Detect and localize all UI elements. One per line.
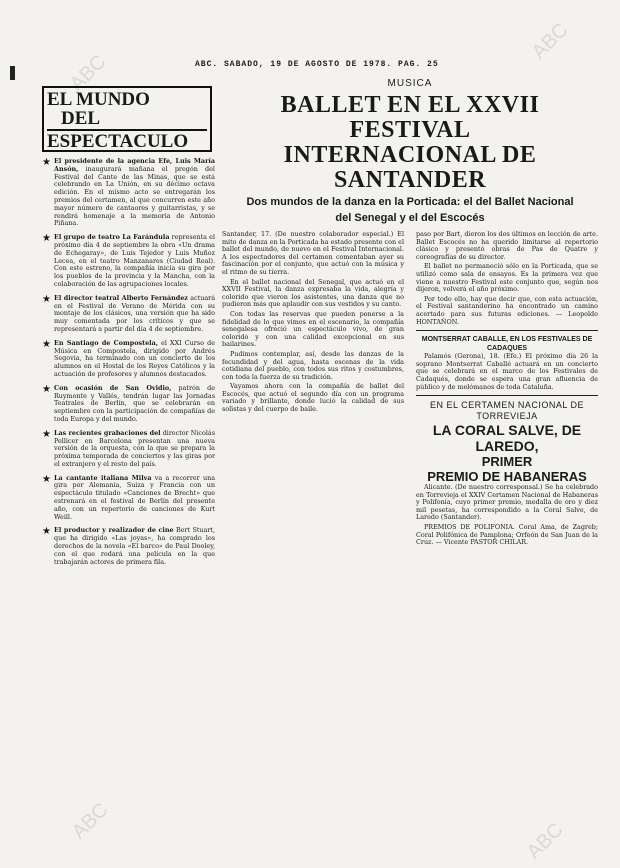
item-text: patrón de Ruymonte y Vallés, tendrán lugar las Jornadas Teatrales de Berlín, que se celebrarán en septiembre con la participación de compañías de toda Europa y del mundo. bbox=[54, 383, 215, 423]
watermark: ABC bbox=[527, 18, 573, 64]
star-icon: ★ bbox=[42, 428, 51, 440]
subheading: MONTSERRAT CABALLE, EN LOS FESTIVALES DE CADAQUES bbox=[421, 336, 593, 353]
item-lead: Las recientes grabaciones del bbox=[54, 428, 161, 437]
logo-line: DEL bbox=[61, 108, 101, 129]
watermark: ABC bbox=[67, 798, 113, 844]
margin-mark bbox=[10, 66, 15, 80]
article-subtitle-line: del Senegal y el del Escocés bbox=[335, 212, 485, 224]
news-item bbox=[42, 430, 215, 469]
star-icon: ★ bbox=[42, 157, 51, 168]
watermark: ABC bbox=[522, 818, 568, 864]
paragraph: Por todo ello, hay que decir que, con esta actuación, el Festival santanderino ha encontrado un camino acertado para sus futuras ediciones. — Leopoldo HONTAÑON. bbox=[416, 294, 598, 326]
star-icon: ★ bbox=[42, 338, 51, 350]
item-lead: Con ocasión de San Ovidio, bbox=[54, 383, 172, 392]
star-icon: ★ bbox=[42, 383, 51, 395]
item-lead: El productor y realizador de cine bbox=[54, 526, 174, 535]
star-icon: ★ bbox=[42, 526, 51, 538]
article-title-line: BALLET EN EL XXVII FESTIVAL bbox=[280, 92, 540, 143]
article-subtitle-line: Dos mundos de la danza en la Porticada: el del Ballet Nacional bbox=[246, 196, 574, 208]
item-text: el XXI Curso de Música en Compostela, dirigido por Andrés Segovia, ha terminado con un concierto de los alumnos en el Hostal de los Reyes Católicos y la actuación de profesores y alumnos destacados. bbox=[54, 338, 215, 378]
article-column-1 bbox=[222, 231, 404, 416]
logo-line: ESPECTACULO bbox=[47, 131, 189, 152]
article-column-2 bbox=[416, 231, 598, 549]
news-item bbox=[42, 234, 215, 289]
coral-title: LA CORAL SALVE, DE LAREDO, bbox=[432, 422, 582, 455]
news-item bbox=[42, 340, 215, 379]
item-text: va a recorrer una gira por Alemania, Suiza y Francia con un espectáculo titulado «Canciones de Brecht» que estrenará en el festival de Berlín del presente año, con un repertorio de canciones de Kurt Weill. bbox=[54, 473, 215, 521]
logo-line: EL MUNDO bbox=[47, 89, 150, 110]
item-lead: El presidente de la agencia Efe, Luis María Ansón, bbox=[54, 157, 215, 173]
coral-subtitle: PREMIO DE HABANERAS bbox=[427, 469, 587, 485]
paragraph: Pudimos contemplar, así, desde las danzas de la fecundidad y del agua, hasta escenas de la vida cotidiana del pueblo, con todos sus ritos y costumbres, con toda la fuerza de su tradición. bbox=[222, 349, 404, 381]
paragraph: Alicante. (De nuestro corresponsal.) Se ha celebrado en Torrevieja el XXIV Certamen Nacional de Habaneras y Polifonía, cuyo primer premio, medalla de oro y diez mil pesetas, ha correspondido a la Coral Salve, de Laredo (Santander). bbox=[416, 483, 598, 522]
item-text: representa el próximo día 4 de septiembre la obra «Un drama de Echegaray», de Luis Tejedor y Luis Muñoz Lecea, en el teatro Manzanares (Ciudad Real). Con este estreno, la compañía inicia su gira por los pueblos de la provincia y la Mancha, con la colaboración de las agrupaciones locales. bbox=[54, 233, 215, 288]
left-column bbox=[42, 86, 215, 566]
news-item bbox=[42, 295, 215, 334]
paragraph: El ballet no permaneció sólo en la Porticada, que se utilizó como sala de ensayos. Es la primera vez que viene a nuestro Festival este conjunto que, según nos dijeron, volverá el año próximo. bbox=[416, 262, 598, 294]
section-label: MUSICA bbox=[387, 78, 433, 89]
news-item bbox=[42, 527, 215, 566]
watermark: ABC bbox=[65, 50, 111, 96]
news-item bbox=[42, 158, 215, 228]
paragraph: Santander, 17. (De nuestro colaborador especial.) El mito de danza en la Porticada ha estado presente con el ballet del mundo, de nuevo en el Festival Internacional. A los espectadores del certamen comentaban ayer su fascinación por el conjunto, que actuó con la música y el ritmo de su tierra. bbox=[222, 230, 404, 276]
paragraph: Palamós (Gerona), 18. (Efe.) El próximo día 26 la soprano Montserrat Caballé actuará en un concierto que se celebrará en el marco de los Festivales de Cadaqués, donde se espera una gran afluencia de público y de melómanos de toda Cataluña. bbox=[416, 352, 598, 391]
star-icon: ★ bbox=[42, 473, 51, 485]
paragraph: En el ballet nacional del Senegal, que actuó en el XXVII Festival, la danza expresaba la vida, alegría y colorido que vieron los asistentes, una danza que no pudieron más que aplaudir con sus vestidos y su canto. bbox=[222, 277, 404, 309]
item-text: Bert Stuart, que ha dirigido «Las joyas», ha comprado los derechos de la novela «El barco» de Paul Dooley, con el que rodará una película en la que trabajarán actores de primera fila. bbox=[54, 526, 215, 566]
coral-title: PRIMER bbox=[481, 454, 533, 470]
item-lead: En Santiago de Compostela, bbox=[54, 338, 158, 347]
star-icon: ★ bbox=[42, 233, 51, 245]
section-logo bbox=[42, 86, 212, 152]
main-article bbox=[222, 78, 598, 547]
news-item bbox=[42, 475, 215, 522]
article-title-line: INTERNACIONAL DE SANTANDER bbox=[283, 142, 537, 193]
paragraph: PREMIOS DE POLIFONIA. Coral Ama, de Zagreb; Coral Polifónica de Pamplona; Orfeón de San Juan de la Cruz. — Vicente PASTOR CHILAR. bbox=[416, 523, 598, 547]
news-item bbox=[42, 385, 215, 424]
star-icon: ★ bbox=[42, 293, 51, 305]
paragraph: Vayamos ahora con la compañía de ballet del Escocés, que actuó el segundo día con un programa variado y brillante, donde lució la calidad de sus solistas y del cuerpo de baile. bbox=[222, 382, 404, 414]
item-lead: El grupo de teatro La Farándula bbox=[54, 233, 170, 242]
paragraph: paso por Bart, dieron los dos últimos en lección de arte. Ballet Escocés no ha querido limitarse al repertorio clásico y presentó obras de Pas de Quatre y coreografías de su director. bbox=[416, 230, 598, 261]
paragraph: Con todas las reservas que pueden ponerse a la fidelidad de lo que vimos en el escenario, la compañía senegalesa ofreció un espectáculo vivo, de gran colorido y con una calidad excepcional en sus bailarines. bbox=[222, 309, 404, 349]
item-text: actuará en el Festival de Verano de Mérida con su montaje de los clásicos, una versión que ha sido muy comentada por los críticos y que se representará a partir del día 4 de septiembre. bbox=[54, 293, 215, 333]
item-lead: La cantante italiana Milva bbox=[54, 473, 152, 482]
page-header: ABC. SABADO, 19 DE AGOSTO DE 1978. PAG. 25 bbox=[195, 60, 439, 69]
item-text: director Nicolás Pellicer en Barcelona presentan una nueva versión de la orquesta, con la que se prepara la próxima temporada de conciertos y las giras por el extranjero y el resto del país. bbox=[54, 428, 215, 468]
coral-section-label: EN EL CERTAMEN NACIONAL DE TORREVIEJA bbox=[429, 400, 585, 422]
item-lead: El director teatral Alberto Fernández bbox=[54, 293, 188, 302]
item-text: inaugurará mañana el pregón del Festival del Cante de las Minas, que se está celebrando en La Unión, en su décimo octava edición. En el mismo acto se entregarán los premios del certamen, al que concurren este año mayor número de cantaores y guitarristas, y se rendirá homenaje a la memoria de Antonio Piñana. bbox=[54, 164, 215, 228]
